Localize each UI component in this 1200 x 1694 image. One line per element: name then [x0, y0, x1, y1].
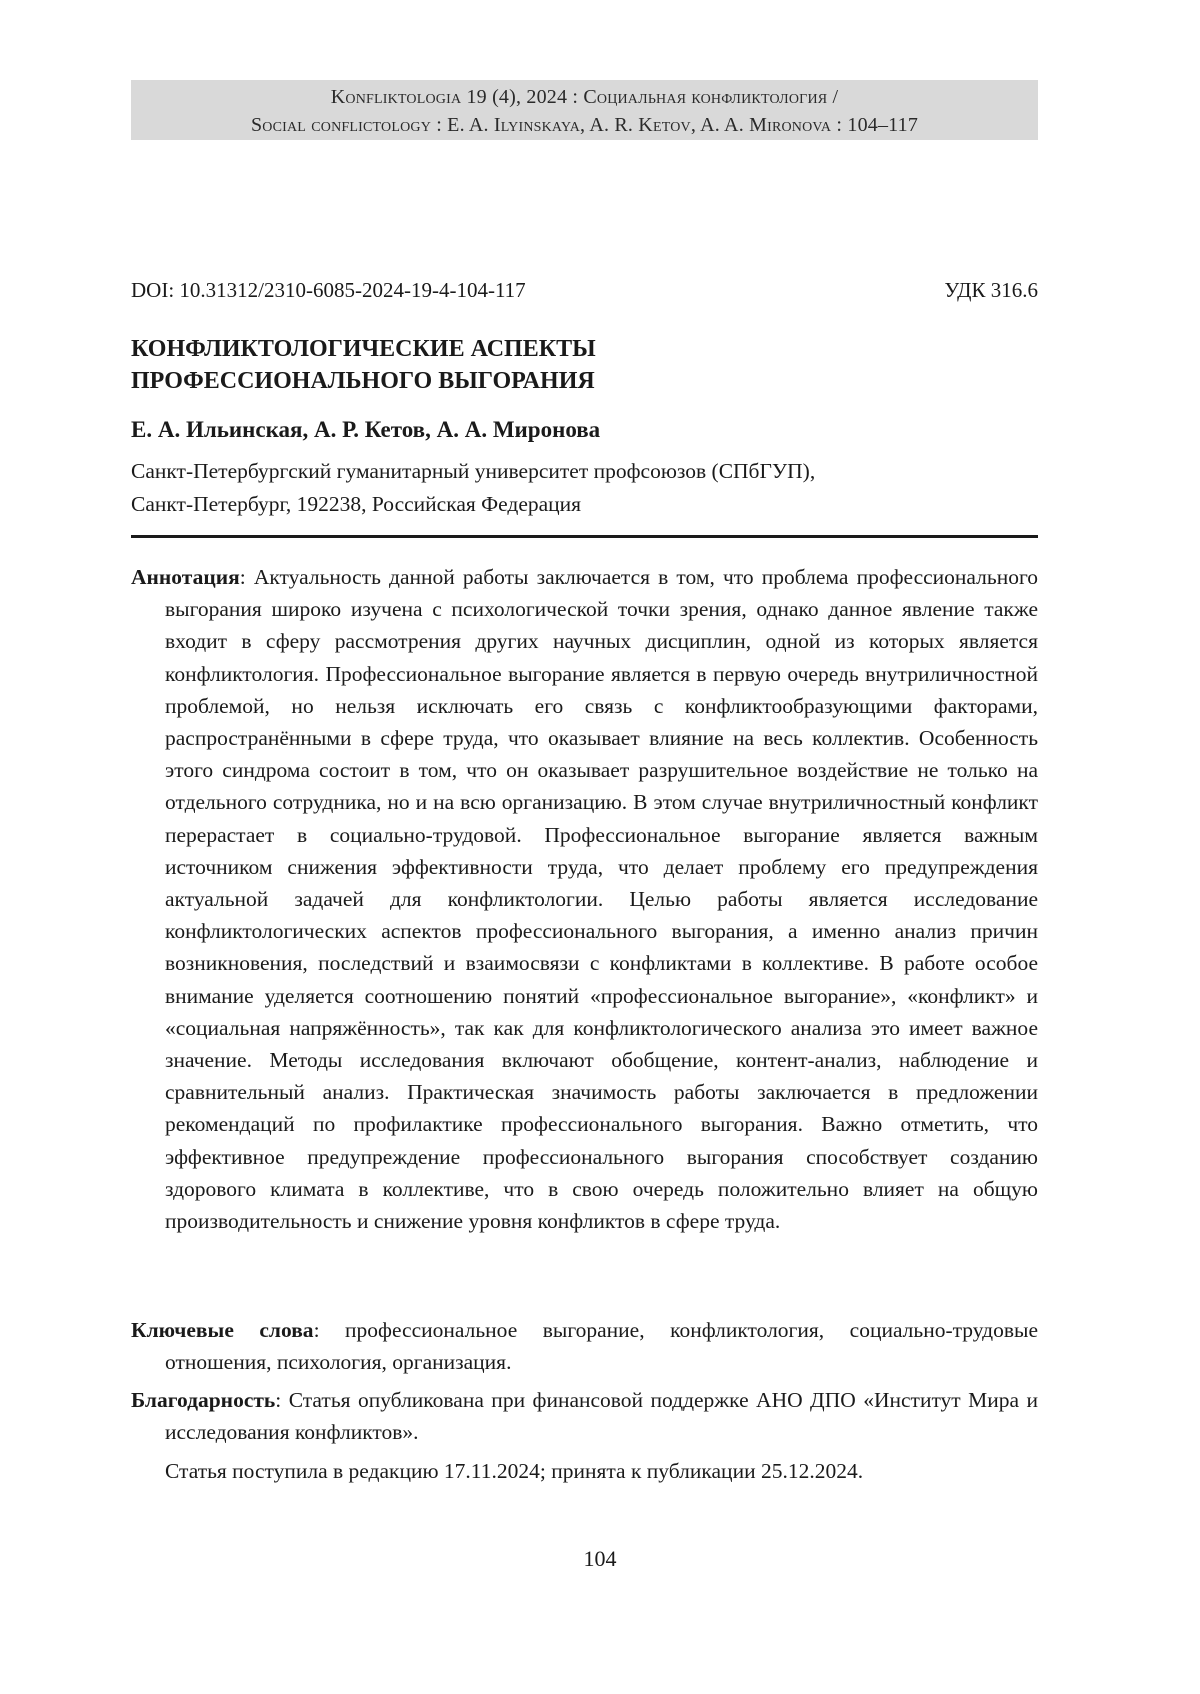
affiliation-line-2: Санкт-Петербург, 192238, Российская Федерация	[131, 488, 1038, 521]
authors: Е. А. Ильинская, А. Р. Кетов, А. А. Миронова	[131, 414, 600, 446]
article-title	[131, 333, 1038, 397]
acknowledgement-text: Статья опубликована при финансовой поддержке АНО ДПО «Институт Мира и исследования конфликтов».	[165, 1388, 1038, 1444]
keywords-label: Ключевые слова	[131, 1318, 314, 1342]
abstract-text: Актуальность данной работы заключается в том, что проблема профессионального выгорания широко изучена с психологической точки зрения, однако данное явление также входит в сферу рассмотрения других научных дисциплин, одной из которых является конфликтология. Профессиональное выгорание является в первую очередь внутриличностной проблемой, но нельзя исключать его связь с конфликтообразующими факторами, распространёнными в сфере труда, что оказывает влияние на весь коллектив. Особенность этого синдрома состоит в том, что он оказывает разрушительное воздействие не только на отдельного сотрудника, но и на всю организацию. В этом случае внутриличностный конфликт перерастает в социально-трудовой. Профессиональное выгорание является важным источником снижения эффективности труда, что делает проблему его предупреждения актуальной задачей для конфликтологии. Целью работы является исследование конфликтологических аспектов профессионального выгорания, а именно анализ причин возникновения, последствий и взаимосвязи с конфликтами в коллективе. В работе особое внимание уделяется соотношению понятий «профессиональное выгорание», «конфликт» и «социальная напряжённость», так как для конфликтологического анализа это имеет важное значение. Методы исследования включают обобщение, контент-анализ, наблюдение и сравнительный анализ. Практическая значимость работы заключается в предложении рекомендаций по профилактике профессионального выгорания. Важно отметить, что эффективное предупреждение профессионального выгорания способствует созданию здорового климата в коллективе, что в свою очередь положительно влияет на общую производительность и снижение уровня конфликтов в сфере труда.	[165, 565, 1038, 1233]
udc-code: УДК 316.6	[944, 275, 1038, 305]
acknowledgement: Благодарность: Статья опубликована при финансовой поддержке АНО ДПО «Институт Мира и исследования конфликтов».	[131, 1384, 1038, 1448]
acknowledgement-label: Благодарность	[131, 1388, 275, 1412]
title-divider	[131, 535, 1038, 538]
affiliation-line-1: Санкт-Петербургский гуманитарный университет профсоюзов (СПбГУП),	[131, 455, 1038, 488]
running-header-line-2: Social conflictology : E. A. Ilyinskaya, A. R. Ketov, A. A. Mironova : 104–117	[131, 111, 1038, 139]
doi-link[interactable]: DOI: 10.31312/2310-6085-2024-19-4-104-117	[131, 275, 526, 305]
keywords-text: профессиональное выгорание, конфликтология, социально-трудовые отношения, психология, организация.	[165, 1318, 1038, 1374]
running-header	[131, 80, 1038, 140]
article-meta-row	[131, 275, 1038, 305]
article-title-line-2: ПРОФЕССИОНАЛЬНОГО ВЫГОРАНИЯ	[131, 365, 1038, 397]
abstract: Аннотация: Актуальность данной работы заключается в том, что проблема профессионального выгорания широко изучена с психологической точки зрения, однако данное явление также входит в сферу рассмотрения других научных дисциплин, одной из которых является конфликтология. Профессиональное выгорание является в первую очередь внутриличностной проблемой, но нельзя исключать его связь с конфликтообразующими факторами, распространёнными в сфере труда, что оказывает влияние на весь коллектив. Особенность этого синдрома состоит в том, что он оказывает разрушительное воздействие не только на отдельного сотрудника, но и на всю организацию. В этом случае внутриличностный конфликт перерастает в социально-трудовой. Профессиональное выгорание является важным источником снижения эффективности труда, что делает проблему его предупреждения актуальной задачей для конфликтологии. Целью работы является исследование конфликтологических аспектов профессионального выгорания, а именно анализ причин возникновения, последствий и взаимосвязи с конфликтами в коллективе. В работе особое внимание уделяется соотношению понятий «профессиональное выгорание», «конфликт» и «социальная напряжённость», так как для конфликтологического анализа это имеет важное значение. Методы исследования включают обобщение, контент-анализ, наблюдение и сравнительный анализ. Практическая значимость работы заключается в предложении рекомендаций по профилактике профессионального выгорания. Важно отметить, что эффективное предупреждение профессионального выгорания способствует созданию здорового климата в коллективе, что в свою очередь положительно влияет на общую производительность и снижение уровня конфликтов в сфере труда.	[131, 561, 1038, 1237]
received-dates: Статья поступила в редакцию 17.11.2024; принята к публикации 25.12.2024.	[165, 1455, 863, 1487]
article-title-line-1: КОНФЛИКТОЛОГИЧЕСКИЕ АСПЕКТЫ	[131, 333, 1038, 365]
page-number: 104	[0, 1543, 1200, 1575]
keywords: Ключевые слова: профессиональное выгорание, конфликтология, социально-трудовые отношения, психология, организация.	[131, 1314, 1038, 1378]
abstract-label: Аннотация	[131, 565, 240, 589]
affiliation	[131, 455, 1038, 521]
running-header-line-1: Konfliktologia 19 (4), 2024 : Социальная конфликтология /	[131, 83, 1038, 111]
